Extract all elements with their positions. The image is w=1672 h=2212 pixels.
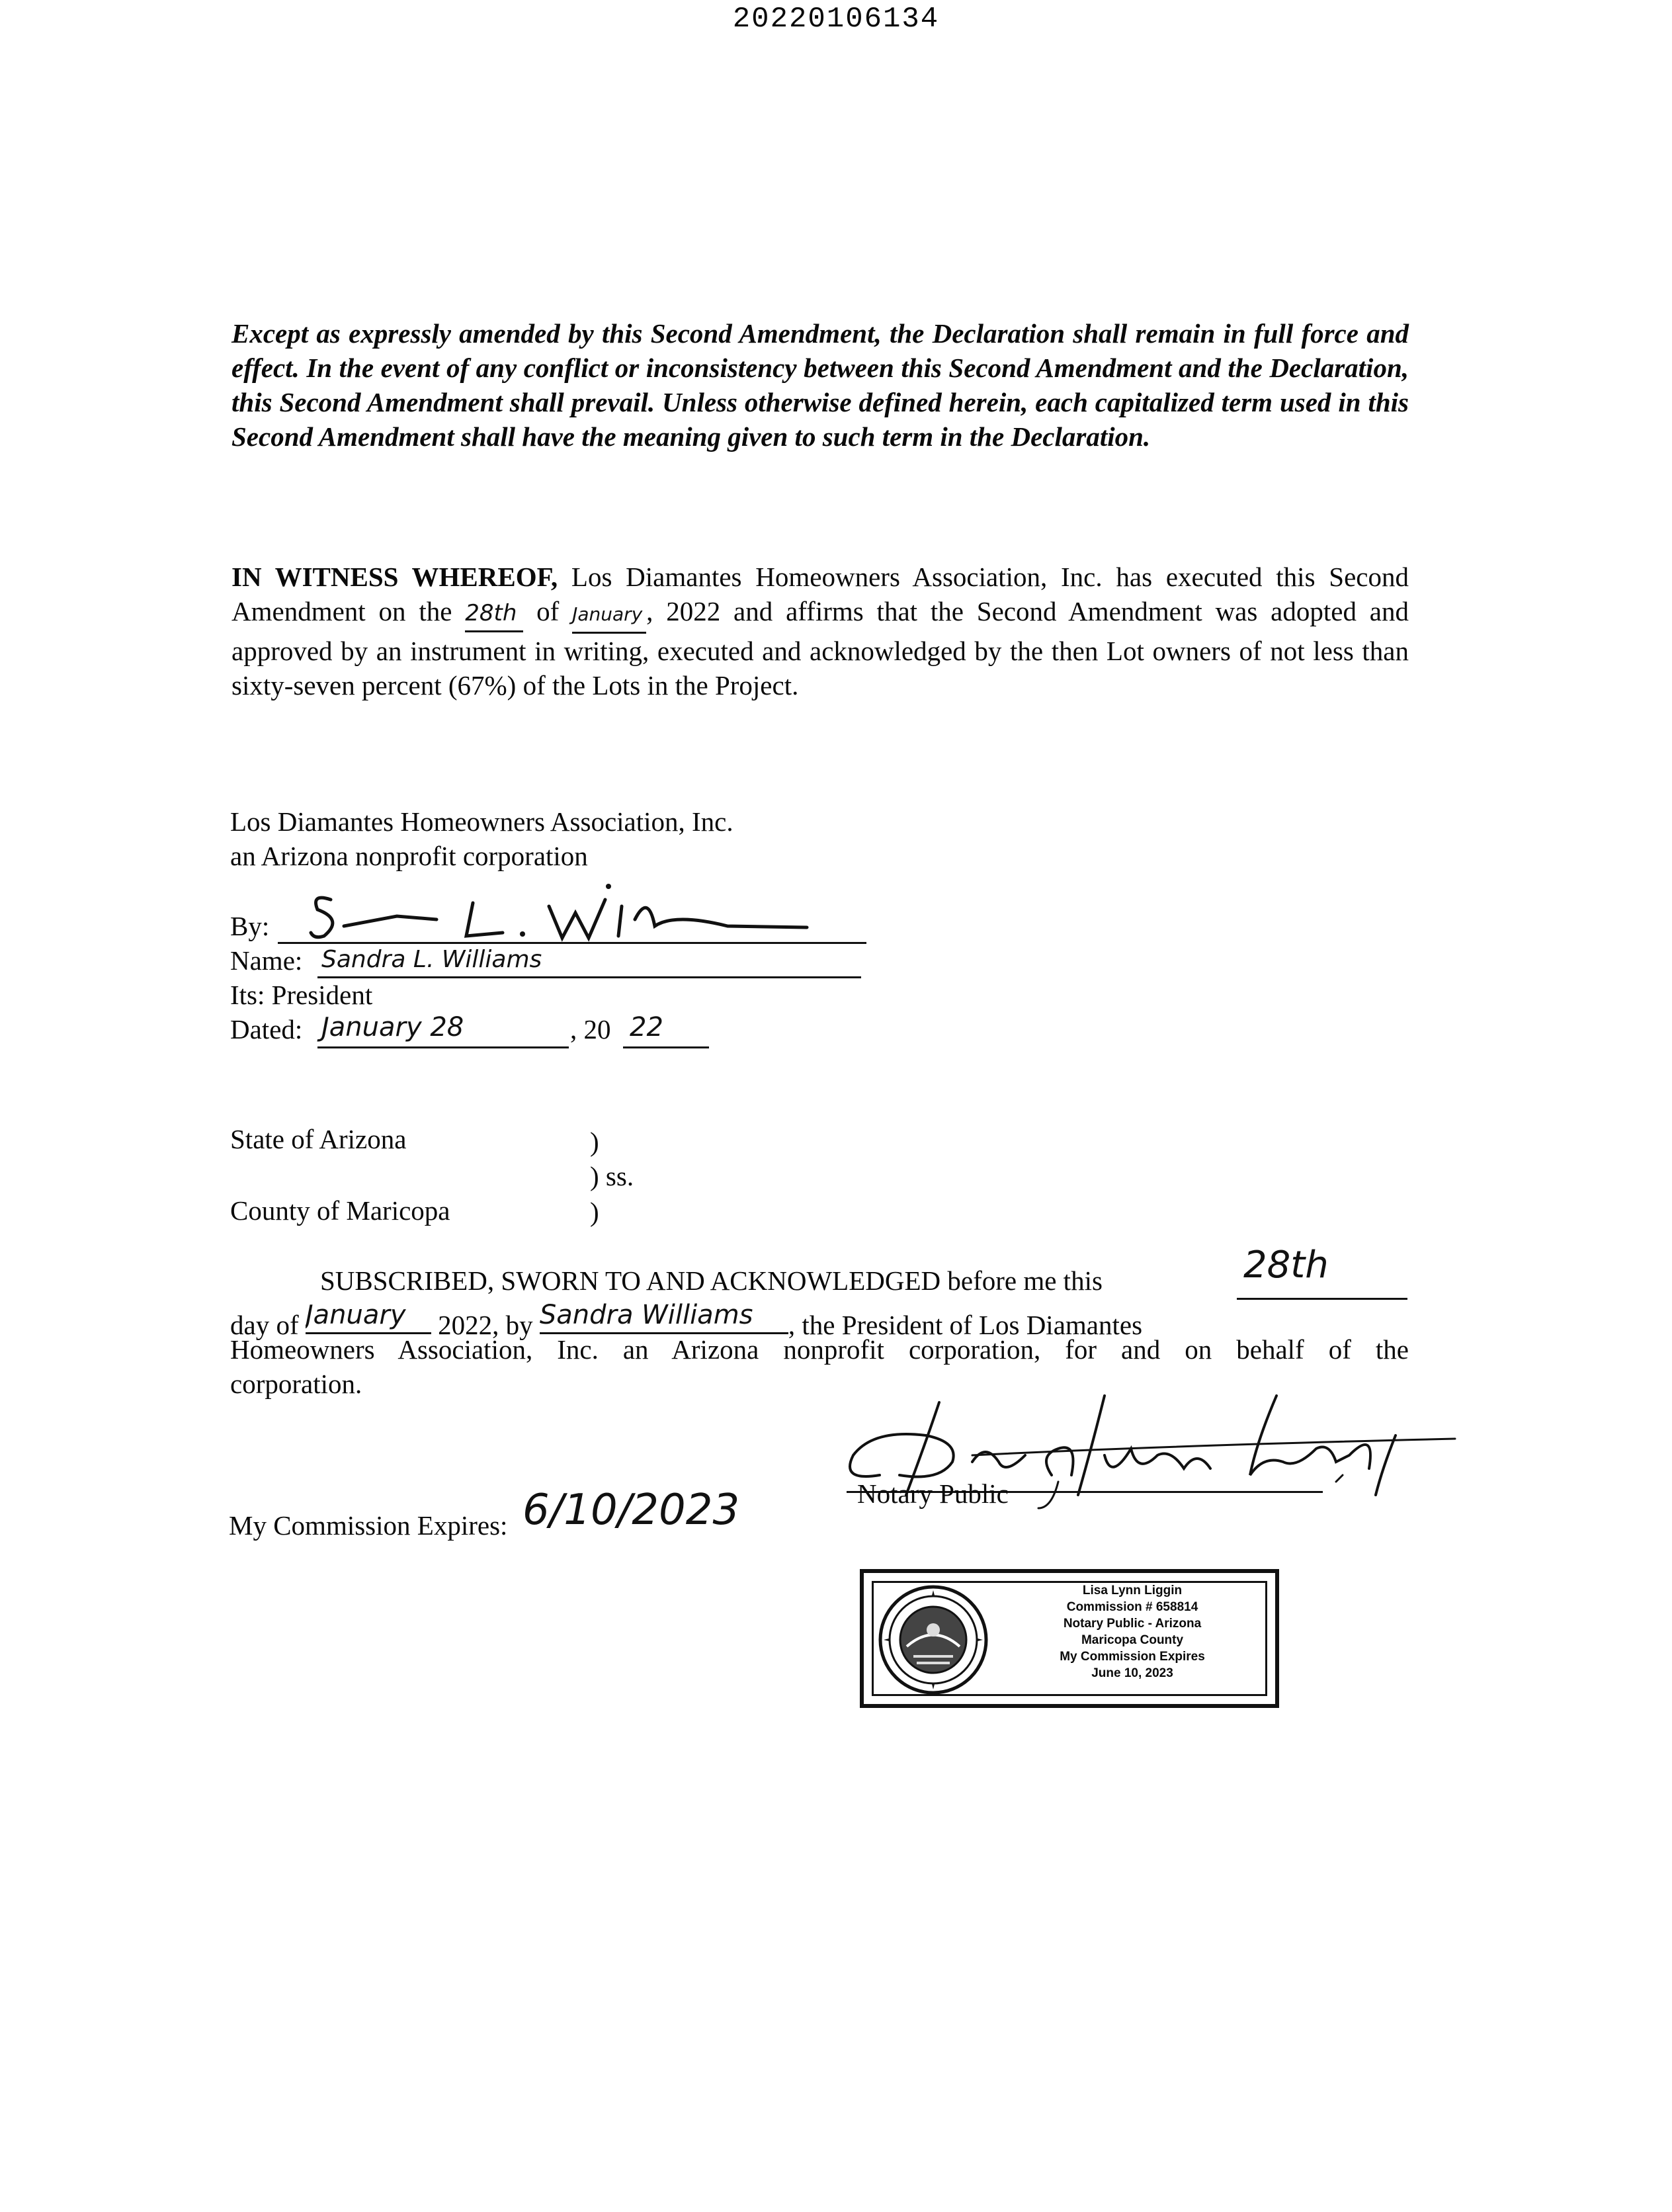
stamp-line-4: Maricopa County — [1081, 1633, 1184, 1647]
commission-expires-label: My Commission Expires: — [229, 1510, 508, 1541]
record-number: 20220106134 — [732, 3, 940, 36]
witness-month-handwritten: January — [572, 597, 646, 634]
org-type: an Arizona nonprofit corporation — [230, 841, 588, 871]
president-signature-mark — [304, 880, 820, 946]
name-line — [317, 976, 861, 978]
title-its-president: Its: President — [230, 980, 373, 1010]
stamp-line-1: Lisa Lynn Liggin — [1082, 1584, 1183, 1597]
notary-stamp — [860, 1569, 1279, 1708]
venue-ss: ) ss. — [590, 1161, 634, 1191]
notary-text-2a: day of — [230, 1310, 306, 1340]
notary-stamp-text — [996, 1582, 1269, 1681]
year-handwritten: 22 — [630, 1012, 663, 1042]
notary-line-1 — [320, 1263, 1103, 1298]
stamp-line-3: Notary Public - Arizona — [1063, 1617, 1202, 1631]
name-label: Name: — [230, 945, 303, 976]
org-name: Los Diamantes Homeowners Association, Inc. — [230, 806, 733, 837]
year-line — [623, 1046, 709, 1048]
witness-day-handwritten: 28th — [465, 596, 523, 632]
stamp-line-6: June 10, 2023 — [1091, 1666, 1173, 1680]
stamp-line-5: My Commission Expires — [1060, 1650, 1205, 1664]
by-label: By: — [230, 911, 270, 941]
commission-expires-handwritten: 6/10/2023 — [522, 1486, 740, 1535]
venue-paren-1: ) — [590, 1127, 599, 1157]
notary-seal-icon — [877, 1584, 989, 1696]
dated-handwritten: January 28 — [321, 1012, 464, 1042]
witness-text-2: of — [523, 596, 573, 626]
venue-paren-3: ) — [590, 1197, 599, 1227]
witness-paragraph — [231, 560, 1409, 702]
notary-month-handwritten: January — [306, 1298, 431, 1334]
name-handwritten: Sandra L. Williams — [321, 946, 542, 973]
notary-public-label: Notary Public — [857, 1478, 1009, 1509]
dated-label: Dated: — [230, 1014, 303, 1044]
venue-county: County of Maricopa — [230, 1195, 450, 1226]
stamp-line-2: Commission # 658814 — [1066, 1600, 1198, 1614]
dated-line — [317, 1046, 569, 1048]
witness-lead: IN WITNESS WHEREOF, — [231, 562, 558, 592]
notary-line-3: Homeowners Association, Inc. an Arizona nonprofit corporation, for and on behalf of the — [230, 1334, 1409, 1365]
venue-state: State of Arizona — [230, 1124, 407, 1154]
notary-text-1: SUBSCRIBED, SWORN TO AND ACKNOWLEDGED before me this — [320, 1265, 1103, 1296]
notary-day-handwritten: 28th — [1243, 1244, 1329, 1287]
notary-text-2b: 2022, by — [431, 1310, 540, 1340]
notary-line-4: corporation. — [230, 1369, 362, 1399]
amendment-clause: Except as expressly amended by this Second Amendment, the Declaration shall remain in full force and effect. In the event of any conflict or inconsistency between this Second Amendment and the Declaration, this Second Amendment shall prevail. Unless otherwise defined herein, each capitalized term used in this Second Amendment shall have the meaning given to such term in the Declaration. — [231, 318, 1409, 452]
dated-year-prefix: , 20 — [570, 1014, 611, 1044]
notary-text-2c: , the President of Los Diamantes — [788, 1310, 1143, 1340]
witness-text-1: Los Diamantes Homeowners Association, Inc. has executed this Second Amendment on the — [231, 562, 1409, 626]
notary-name-handwritten: Sandra Williams — [540, 1298, 788, 1334]
witness-text-3: , 2022 and affirms that the Second Amendment was adopted and approved by an instrument in writing, executed and acknowledged by the then Lot owners of not less than sixty-seven percent (67%) of the Lots in the Project. — [231, 596, 1409, 701]
